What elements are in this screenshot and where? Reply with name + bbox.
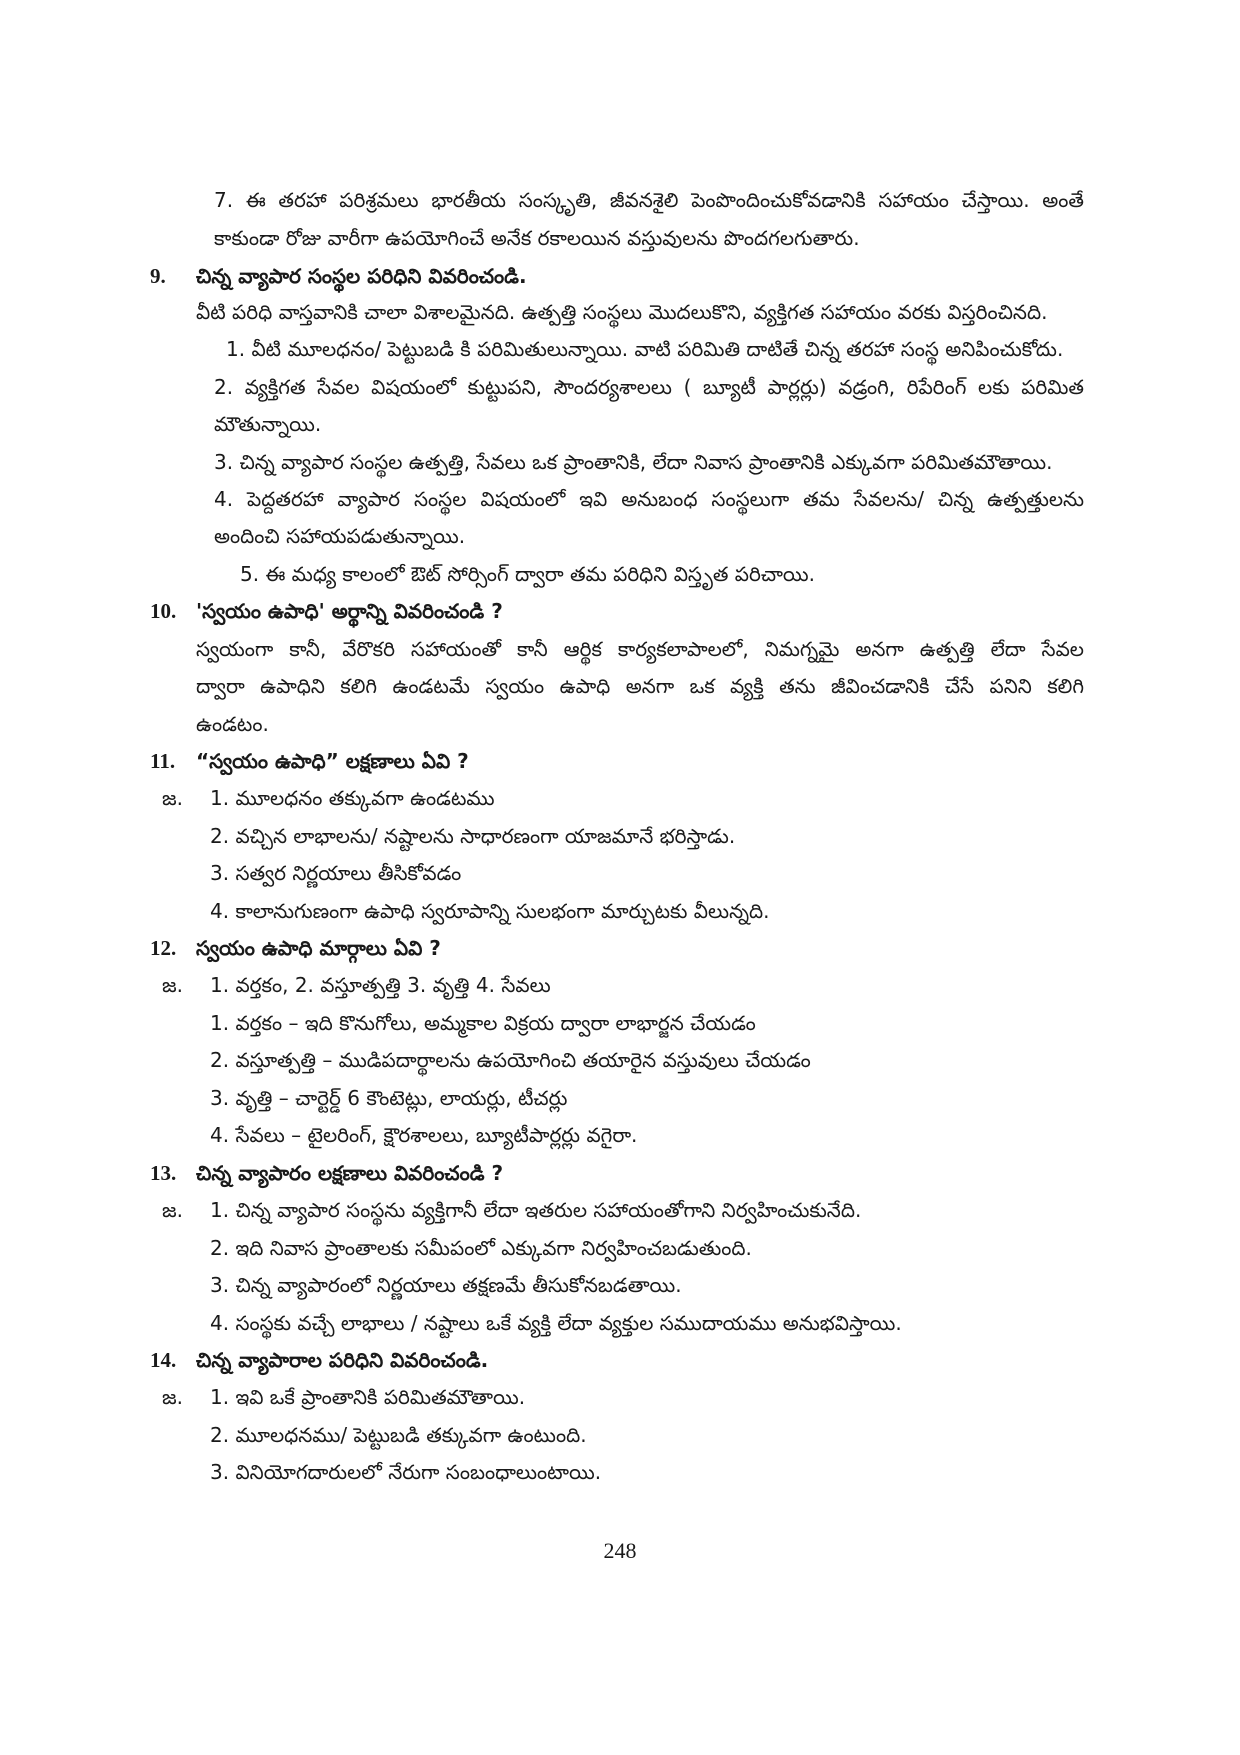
q9-answer-line: 1. వీటి మూలధనం/ పెట్టుబడి కి పరిమితులున్నాయి. వాటి పరిమితి దాటితే చిన్న తరహా సంస్థ అనిపించుకోదు.: [226, 337, 1064, 361]
question-13-number: 13.: [150, 1161, 177, 1185]
question-11-title: “స్వయం ఉపాధి” లక్షణాలు ఏవి ?: [196, 749, 469, 773]
q10-answer-line: ఉండటం.: [196, 712, 269, 736]
q12-answer-line: 4. సేవలు – టైలరింగ్, క్షౌరశాలలు, బ్యూటీపార్లర్లు వగైరా.: [210, 1123, 638, 1147]
q9-answer-line: 3. చిన్న వ్యాపార సంస్థల ఉత్పత్తి, సేవలు ఒక ప్రాంతానికి, లేదా నివాస ప్రాంతానికి ఎక్కువగా పరిమితమౌతాయి.: [214, 450, 1053, 474]
q9-answer-line: 5. ఈ మధ్య కాలంలో ఔట్ సోర్సింగ్ ద్వారా తమ పరిధిని విస్తృత పరిచాయి.: [240, 562, 815, 586]
question-11-number: 11.: [150, 749, 176, 773]
page-number: 248: [603, 1538, 637, 1563]
q13-answer-line: 3. చిన్న వ్యాపారంలో నిర్ణయాలు తక్షణమే తీసుకోనబడతాయి.: [210, 1273, 682, 1297]
q9-answer-line: అందించి సహాయపడుతున్నాయి.: [214, 524, 466, 548]
q14-answer-line: 1. ఇవి ఒకే ప్రాంతానికి పరిమితమౌతాయి.: [210, 1385, 526, 1409]
q11-answer-line: 2. వచ్చిన లాభాలను/ నష్టాలను సాధారణంగా యాజమానే భరిస్తాడు.: [210, 824, 736, 848]
q9-answer-line: 2. వ్యక్తిగత సేవల విషయంలో కుట్టుపని, సౌందర్యశాలలు ( బ్యూటీ పార్లర్లు) వడ్రంగి, రిపేరింగ్ లకు పరిమిత: [214, 375, 1084, 399]
q9-answer-line: వీటి పరిధి వాస్తవానికి చాలా విశాలమైనది. ఉత్పత్తి సంస్థలు మొదలుకొని, వ్యక్తిగత సహాయం వరకు విస్తరించినది.: [196, 300, 1048, 324]
question-14-number: 14.: [150, 1348, 177, 1372]
q12-answer-line: 3. వృత్తి – చార్టెర్డ్ 6 కౌంటెట్లు, లాయర్లు, టీచర్లు: [210, 1086, 568, 1110]
q11-answer-line: 1. మూలధనం తక్కువగా ఉండటము: [210, 786, 495, 810]
answer-marker: జ.: [162, 1198, 183, 1222]
q9-answer-line: 4. పెద్దతరహా వ్యాపార సంస్థల విషయంలో ఇవి అనుబంధ సంస్థలుగా తమ సేవలను/ చిన్న ఉత్పత్తులను: [214, 487, 1084, 511]
question-12-title: స్వయం ఉపాధి మార్గాలు ఏవి ?: [196, 936, 441, 960]
q12-answer-line: 2. వస్తూత్పత్తి – ముడిపదార్థాలను ఉపయోగించి తయారైన వస్తువులు చేయడం: [210, 1048, 811, 1072]
question-10-number: 10.: [150, 599, 177, 623]
question-10-title: 'స్వయం ఉపాధి' అర్థాన్ని వివరించండి ?: [196, 599, 503, 623]
q12-answer-line: 1. వర్తకం – ఇది కొనుగోలు, అమ్మకాల విక్రయ ద్వారా లాభార్జన చేయడం: [210, 1011, 756, 1035]
q12-answer-line: 1. వర్తకం, 2. వస్తూత్పత్తి 3. వృత్తి 4. సేవలు: [210, 973, 551, 997]
answer-marker: జ.: [162, 786, 183, 810]
answer-marker: జ.: [162, 1385, 183, 1409]
intro-line-2: కాకుండా రోజు వారీగా ఉపయోగించే అనేక రకాలయిన వస్తువులను పొందగలగుతారు.: [214, 226, 860, 250]
question-14-title: చిన్న వ్యాపారాల పరిధిని వివరించండి.: [196, 1348, 489, 1372]
question-9-number: 9.: [150, 264, 166, 288]
q10-answer-line: ద్వారా ఉపాధిని కలిగి ఉండటమే స్వయం ఉపాధి అనగా ఒక వ్యక్తి తను జీవించడానికి చేసే పనిని కలిగి: [196, 674, 1084, 698]
question-9-title: చిన్న వ్యాపార సంస్థల పరిధిని వివరించండి.: [196, 264, 527, 288]
question-13-title: చిన్న వ్యాపారం లక్షణాలు వివరించండి ?: [196, 1161, 504, 1185]
q13-answer-line: 1. చిన్న వ్యాపార సంస్థను వ్యక్తిగానీ లేదా ఇతరుల సహాయంతోగాని నిర్వహించుకునేది.: [210, 1198, 862, 1222]
q10-answer-line: స్వయంగా కానీ, వేరొకరి సహాయంతో కానీ ఆర్థిక కార్యకలాపాలలో, నిమగ్నమై అనగా ఉత్పత్తి లేదా సేవల: [196, 637, 1084, 661]
q13-answer-line: 2. ఇది నివాస ప్రాంతాలకు సమీపంలో ఎక్కువగా నిర్వహించబడుతుంది.: [210, 1236, 752, 1260]
q11-answer-line: 3. సత్వర నిర్ణయాలు తీసికోవడం: [210, 861, 462, 885]
q13-answer-line: 4. సంస్థకు వచ్చే లాభాలు / నష్టాలు ఒకే వ్యక్తి లేదా వ్యక్తుల సముదాయము అనుభవిస్తాయి.: [210, 1311, 902, 1335]
answer-marker: జ.: [162, 973, 183, 997]
q11-answer-line: 4. కాలానుగుణంగా ఉపాధి స్వరూపాన్ని సులభంగా మార్చుటకు వీలున్నది.: [210, 899, 770, 923]
q14-answer-line: 3. వినియోగదారులలో నేరుగా సంబంధాలుంటాయి.: [210, 1460, 602, 1484]
q14-answer-line: 2. మూలధనము/ పెట్టుబడి తక్కువగా ఉంటుంది.: [210, 1423, 587, 1447]
question-12-number: 12.: [150, 936, 177, 960]
intro-line-1: 7. ఈ తరహా పరిశ్రమలు భారతీయ సంస్కృతి, జీవనశైలి పెంపొందించుకోవడానికి సహాయం చేస్తాయి. అంతే: [214, 188, 1084, 212]
q9-answer-line: మౌతున్నాయి.: [214, 412, 322, 436]
